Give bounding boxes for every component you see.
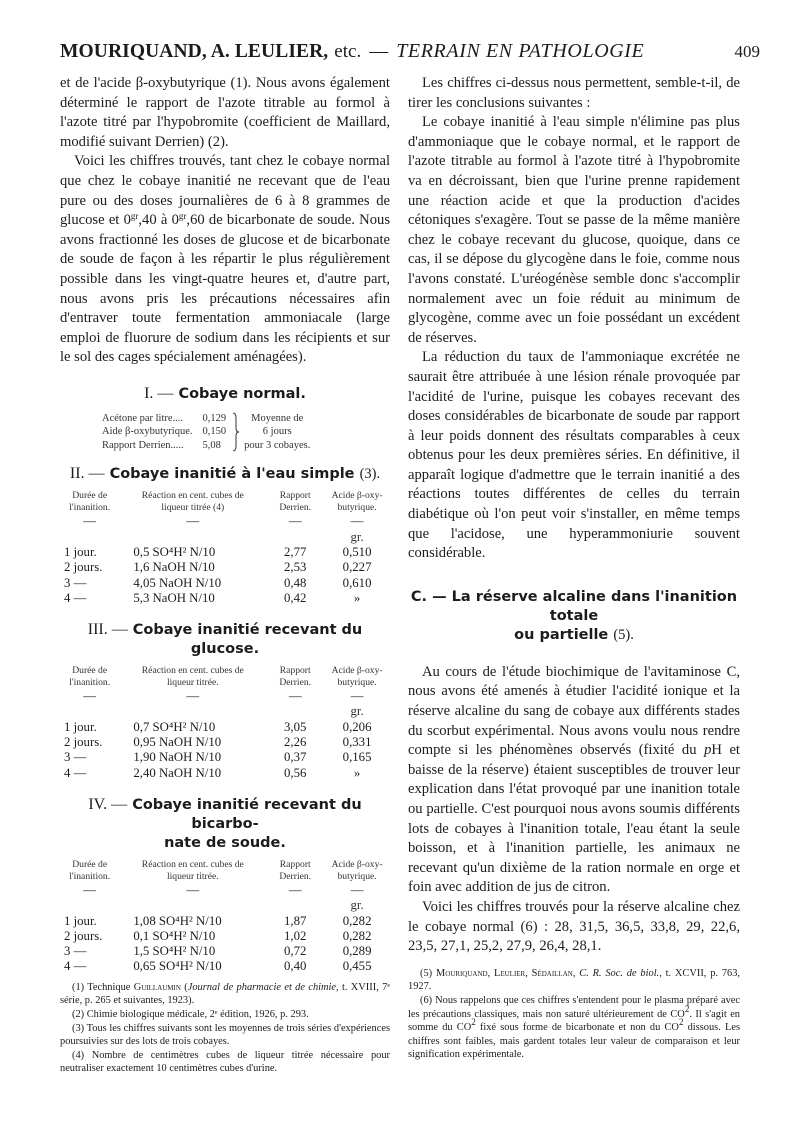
table-row: 2 jours. 1,6 NaOH N/10 2,53 0,227 bbox=[64, 560, 372, 575]
unit-label: gr. bbox=[350, 704, 364, 719]
header-etc: etc. bbox=[334, 41, 362, 62]
col-header-duration: Durée de l'inanition. bbox=[69, 665, 111, 689]
section-title: Cobaye inanitié recevant du bicarbo- bbox=[132, 796, 362, 832]
section-heading-normal bbox=[60, 384, 390, 404]
section-number: IV. — bbox=[88, 795, 128, 813]
row-label: Aide β-oxybutyrique. bbox=[102, 426, 193, 438]
footnote-ref: (5). bbox=[613, 626, 634, 643]
col-header-ratio: Rapport Derrien. bbox=[279, 490, 312, 514]
footnote-4: (4) Nombre de centimètres cubes de liqueur titrée nécessaire pour neutraliser exactement 10 centimètres cubes d'urine. bbox=[60, 1049, 390, 1075]
footnotes-right bbox=[408, 967, 740, 1062]
table-glucose bbox=[60, 665, 390, 781]
table-bicarbonate bbox=[60, 859, 390, 975]
superscript: gr bbox=[130, 211, 139, 222]
table-row: 2 jours. 0,1 SO⁴H² N/10 1,02 0,282 bbox=[64, 928, 372, 943]
col-header-acid: Acide β-oxy- butyrique. bbox=[331, 858, 383, 882]
row-value: 0,129 bbox=[202, 412, 227, 424]
table-water bbox=[60, 490, 390, 606]
footnote-6: (6) Nous rappelons que ces chiffres s'entendent pour le plasma préparé avec les précautions classiques, mais non saturé ultérieurement de $CO^2$. Il s'agit en somme du $CO^2$ fixé sous forme de bicarbonate et non du $CO^2$ dissous. Les chiffres sont faibles, mais gardent totales leur valeur de comparaison et leur signification expérimentale. bbox=[408, 994, 741, 1061]
header-dash: — bbox=[369, 41, 389, 62]
note-line: 6 jours bbox=[262, 426, 292, 438]
table-row: 4 — 5,3 NaOH N/10 0,42 » bbox=[64, 590, 361, 605]
paragraph-intro: et de l'acide β-oxybutyrique (1). Nous avons également déterminé le rapport de l'azote titrable au formol à l'azote titré par l'hypobromite (coefficient de Maillard, modifié suivant Derrien) (2). bbox=[60, 75, 390, 150]
footnotes-left bbox=[60, 981, 390, 1076]
paragraph-avitaminosis: Au cours de l'étude biochimique de l'avitaminose C, nous avons été amenés à étudier l'acidité ionique et la réserve alcaline du sang de cobaye aux différents stades du scorbut expérimental. Nous avons voulu nous rendre compte si les phénomènes observés (fixité du pH et baisse de la réserve) étaient susceptibles de trouver leur explication dans l'état provoqué par une inanition totale ou partielle. C'est pourquoi nous avons soumis différents lots de cobayes à l'inanition totale, l'eau étant la seule boisson, et à l'inanition partielle, les animaux ne recevant qu'un dixième de la ration normale en orge et foin avec addition de jus de citron. bbox=[408, 663, 740, 896]
row-value: 0,150 bbox=[202, 426, 227, 438]
unit-label: gr. bbox=[350, 898, 364, 913]
col-header-ratio: Rapport Derrien. bbox=[279, 858, 312, 882]
table-row: 1 jour. 0,7 SO⁴H² N/10 3,05 0,206 bbox=[64, 719, 372, 734]
paragraph-methods bbox=[60, 152, 390, 368]
section-title: Cobaye inanitié recevant du glucose. bbox=[132, 622, 363, 658]
paragraph-values: Voici les chiffres trouvés pour la réserve alcaline chez le cobaye normal (6) : 28, 31,5, 36,5, 33,8, 29, 22,6, 23,5, 27,1, 25,2, 27,9, 26,4, 28,1. bbox=[408, 898, 740, 955]
col-header-acid: Acide β-oxy- butyrique. bbox=[331, 665, 383, 689]
section-title: Cobaye normal. bbox=[178, 385, 306, 402]
right-column bbox=[408, 74, 740, 1062]
header-title: TERRAIN EN PATHOLOGIE bbox=[396, 40, 645, 62]
dash: — bbox=[83, 689, 97, 704]
dash: — bbox=[186, 689, 200, 704]
superscript: gr bbox=[178, 211, 187, 222]
section-number: II. — bbox=[69, 465, 105, 483]
table-row: 4 — 2,40 NaOH N/10 0,56 » bbox=[64, 765, 361, 780]
col-header-acid: Acide β-oxy- butyrique. bbox=[331, 490, 383, 514]
col-header-ratio: Rapport Derrien. bbox=[279, 665, 312, 689]
table-row: 3 — 1,90 NaOH N/10 0,37 0,165 bbox=[64, 750, 372, 765]
footnote-2: (2) Chimie biologique médicale, 2ᵉ édition, 1926, p. 293. bbox=[72, 1008, 309, 1020]
header-authors: MOURIQUAND, A. LEULIER, bbox=[60, 41, 329, 62]
dash: — bbox=[83, 882, 97, 897]
section-title: C. — La réserve alcaline dans l'inanition totale bbox=[410, 588, 738, 624]
row-label: Rapport Derrien..... bbox=[102, 439, 184, 451]
section-title-cont: ou partielle bbox=[514, 626, 609, 643]
paragraph-conclusions-intro: Les chiffres ci-dessus nous permettent, semble-t-il, de tirer les conclusions suivantes : bbox=[408, 75, 740, 111]
text-run: ,40 à 0 bbox=[138, 212, 179, 229]
section-title: Cobaye inanitié à l'eau simple bbox=[109, 466, 355, 483]
col-header-reaction: Réaction en cent. cubes de liqueur titrée. bbox=[141, 858, 244, 882]
section-heading-alkaline-reserve bbox=[408, 588, 740, 645]
table-row: 1 jour. 0,5 SO⁴H² N/10 2,77 0,510 bbox=[64, 545, 372, 559]
col-header-reaction: Réaction en cent. cubes de liqueur titrée (4) bbox=[141, 490, 244, 514]
dash: — bbox=[350, 882, 364, 897]
page-number: 409 bbox=[734, 42, 760, 61]
text-run: Voici les chiffres trouvés, tant chez le cobaye normal que chez le cobaye inanitié ne recevant que de l'eau pure ou des doses journalières de 6 à 8 grammes de glucose et 0 bbox=[60, 153, 390, 229]
normal-values-block bbox=[102, 412, 390, 453]
footnote-ref: (3). bbox=[359, 466, 381, 483]
unit-label: gr. bbox=[350, 529, 364, 544]
dash: — bbox=[350, 514, 364, 529]
footnote-3: (3) Tous les chiffres suivants sont les moyennes de trois séries d'expériences poursuivies sur des lots de trois cobayes. bbox=[60, 1022, 390, 1048]
row-value: 5,08 bbox=[202, 439, 221, 451]
col-header-reaction: Réaction en cent. cubes de liqueur titrée. bbox=[141, 665, 244, 689]
table-row: 3 — 1,5 SO⁴H² N/10 0,72 0,289 bbox=[64, 944, 372, 959]
dash: — bbox=[288, 514, 302, 529]
left-column bbox=[60, 74, 390, 1076]
section-number: III. — bbox=[87, 621, 128, 639]
row-label: Acétone par litre.... bbox=[102, 412, 184, 424]
note-line: Moyenne de bbox=[251, 412, 304, 424]
dash: — bbox=[186, 882, 200, 897]
dash: — bbox=[350, 689, 364, 704]
table-row: 2 jours. 0,95 NaOH N/10 2,26 0,331 bbox=[64, 735, 372, 750]
footnote-5: (5) Mouriquand, Leulier, Sédaillan, C. R. Soc. de biol., t. XCVII, p. 763, 1927. bbox=[408, 967, 740, 993]
section-heading-water bbox=[60, 464, 390, 484]
note-line: pour 3 cobayes. bbox=[244, 439, 311, 451]
section-heading-bicarbonate bbox=[60, 795, 390, 853]
section-heading-glucose bbox=[60, 620, 390, 659]
running-head bbox=[60, 40, 760, 70]
dash: — bbox=[288, 882, 302, 897]
text-run: ,60 de bicarbonate de soude. Nous avons fractionné les doses de glucose et de bicarbonate de soude de façon à les répartir le plus régulièrement possible dans les vingt-quatre heures et, d'autre part, nous avons pris les précautions nécessaires afin d'entraver toute fermentation ammoniacale (large emploi de fluorure de sodium dans les récipients et sur le sol des cages spécialement aménagées). bbox=[60, 212, 390, 366]
table-row: 4 — 0,65 SO⁴H² N/10 0,40 0,455 bbox=[64, 959, 372, 974]
col-header-duration: Durée de l'inanition. bbox=[69, 858, 111, 882]
paragraph-ammonia: Le cobaye inanitié à l'eau simple n'élimine pas plus d'ammoniaque que le cobaye normal, et le rapport de l'azote titrable au formol à l'azote titré à l'hypobromite va en décroissant, bien que l'urine prenne rapidement une réaction acide et que la production d'acides cétoniques s'exagère. Tout se passe de la même manière chez le cobaye recevant du glucose, quoique, dans ce cas, il se dépose du glycogène dans le foie, comme nous l'avons constaté. L'uréogénèse semble donc s'accomplir normalement avec un foie réduit au minimum de glycogène, comme avec un foie possédant un excédent de réserves. bbox=[408, 114, 740, 346]
footnote-1: (1) Technique Guillaumin (Journal de pharmacie et de chimie, t. XVIII, 7ᵉ série, p. 265 et suivantes, 1923). bbox=[60, 981, 390, 1007]
section-number: I. — bbox=[144, 384, 174, 402]
table-row: 3 — 4,05 NaOH N/10 0,48 0,610 bbox=[64, 575, 372, 590]
curly-brace-icon bbox=[230, 412, 240, 453]
dash: — bbox=[288, 689, 302, 704]
paragraph-renal: La réduction du taux de l'ammoniaque excrétée ne saurait être attribuée à une lésion rénale provoquée par l'acidité de l'urine, puisque les cobayes recevant des doses considérables de bicarbonate de soude par rapport à leur poids donnent des résultats comparables à ceux obtenus pour les deux premières séries. En définitive, il apparaît logique d'admettre que le terrain inanitié a des réactions toutes différentes de celles du terrain diabétique où l'on peut voir s'installer, en même temps que l'acidose, une hyperammoniurie souvent considérable. bbox=[408, 349, 740, 562]
col-header-duration: Durée de l'inanition. bbox=[69, 490, 111, 514]
dash: — bbox=[83, 514, 97, 529]
dash: — bbox=[186, 514, 200, 529]
table-row: 1 jour. 1,08 SO⁴H² N/10 1,87 0,282 bbox=[64, 913, 372, 928]
section-title-cont: nate de soude. bbox=[164, 834, 286, 851]
